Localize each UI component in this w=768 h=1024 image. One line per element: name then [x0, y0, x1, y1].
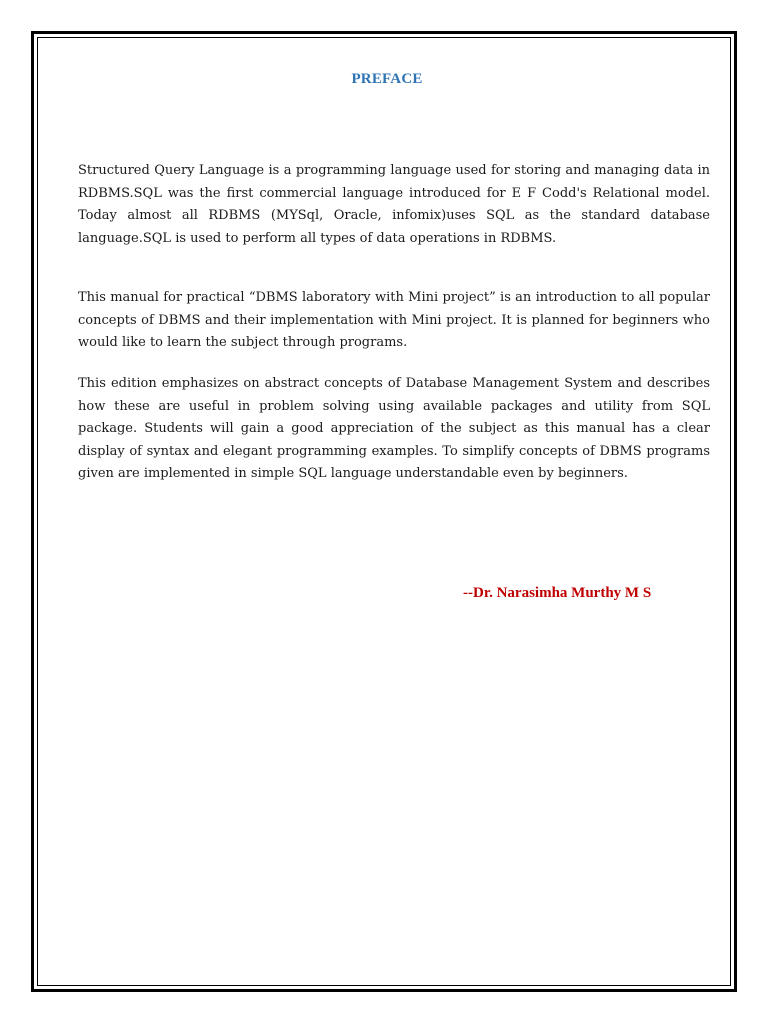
- paragraph-intro: Structured Query Language is a programming language used for storing and managing data in RDBMS.SQL was the first commercial language introduced for E F Codd's Relational model. Today almost all RDBMS (MYSql, Oracle, infomix)uses SQL as the standard database language.SQL is used to perform all types of data operations in RDBMS.: [78, 163, 710, 246]
- page-title: PREFACE: [351, 71, 423, 87]
- paragraph-edition: This edition emphasizes on abstract concepts of Database Management System and describes how these are useful in problem solving using available packages and utility from SQL package. Students will gain a good appreciation of the subject as this manual has a clear display of syntax and elegant programming examples. To simplify concepts of DBMS programs given are implemented in simple SQL language understandable even by beginners.: [78, 376, 710, 481]
- author-signature: --Dr. Narasimha Murthy M S: [463, 585, 652, 601]
- paragraph-manual: This manual for practical “DBMS laboratory with Mini project” is an introduction to all popular concepts of DBMS and their implementation with Mini project. It is planned for beginners who would like to learn the subject through programs.: [78, 290, 710, 350]
